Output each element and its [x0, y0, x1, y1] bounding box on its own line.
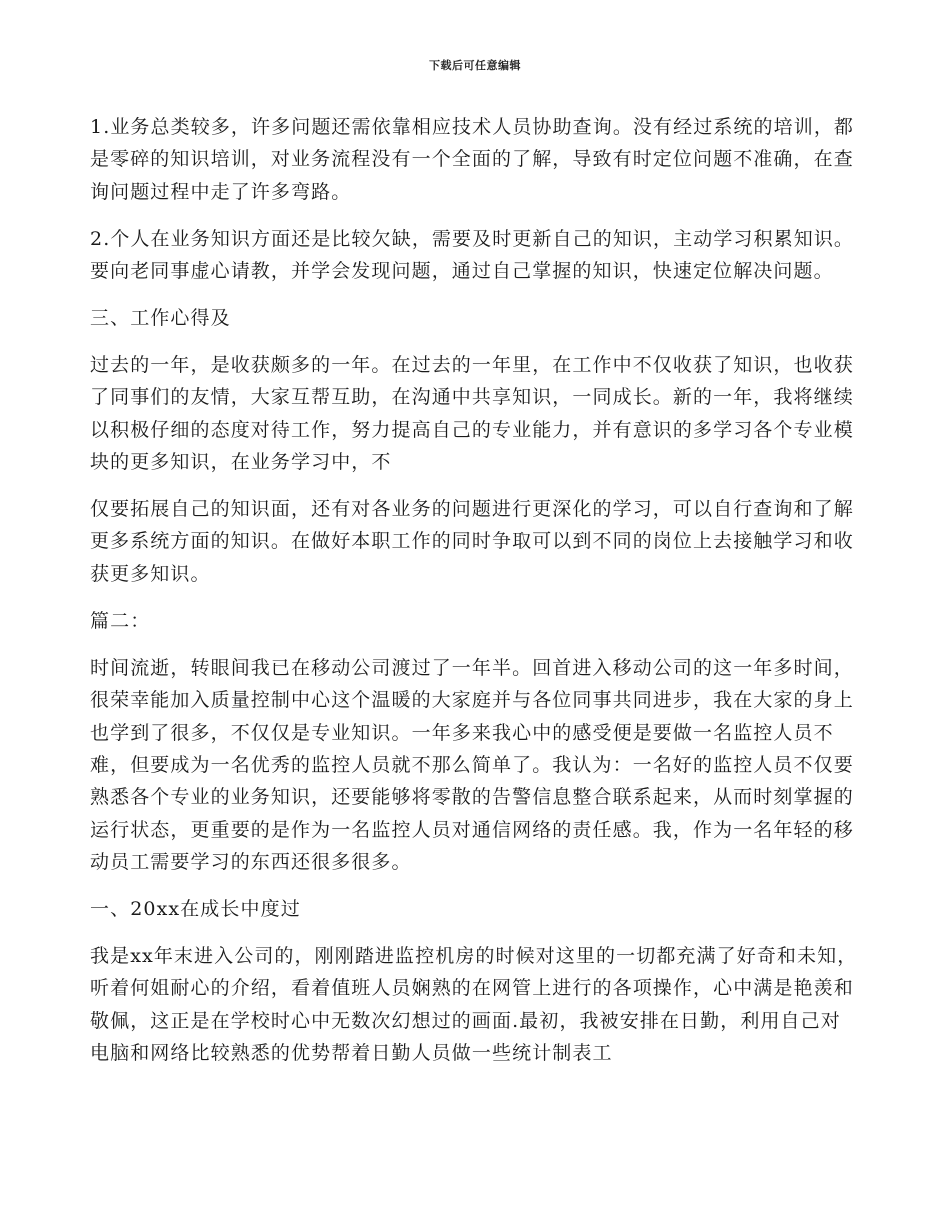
paragraph-2: 2.个人在业务知识方面还是比较欠缺，需要及时更新自己的知识，主动学习积累知识。要向老同事虚心请教，并学会发现问题，通过自己掌握的知识，快速定位解决问题。 [90, 227, 855, 283]
paragraph-3: 过去的一年，是收获颇多的一年。在过去的一年里，在工作中不仅收获了知识，也收获了同事们的友情，大家互帮互助，在沟通中共享知识，一同成长。新的一年，我将继续以积极仔细的态度对待工作，努力提高自己的专业能力，并有意识的多学习各个专业模块的更多知识，在业务学习中，不 [90, 353, 854, 474]
page-header-note: 下载后可任意编辑 [429, 59, 521, 72]
document-body [90, 111, 860, 1084]
section-heading-growth: 一、20xx在成长中度过 [90, 898, 301, 921]
section-heading-work-insights: 三、工作心得及 [90, 307, 231, 330]
section-heading-part-two: 篇二： [90, 609, 151, 632]
paragraph-6: 我是xx年末进入公司的，刚刚踏进监控机房的时候对这里的一切都充满了好奇和未知，听着何姐耐心的介绍，看着值班人员娴熟的在网管上进行的各项操作，心中满是艳羡和敬佩，这正是在学校时心中无数次幻想过的画面.最初，我被安排在日勤，利用自己对电脑和网络比较熟悉的优势帮着日勤人员做一些统计制表工 [90, 944, 858, 1065]
paragraph-5: 时间流逝，转眼间我已在移动公司渡过了一年半。回首进入移动公司的这一年多时间，很荣幸能加入质量控制中心这个温暖的大家庭并与各位同事共同进步，我在大家的身上也学到了很多，不仅仅是专业知识。一年多来我心中的感受便是要做一名监控人员不难，但要成为一名优秀的监控人员就不那么简单了。我认为：一名好的监控人员不仅要熟悉各个专业的业务知识，还要能够将零散的告警信息整合联系起来，从而时刻掌握的运行状态，更重要的是作为一名监控人员对通信网络的责任感。我，作为一名年轻的移动员工需要学习的东西还很多很多。 [90, 656, 854, 874]
paragraph-1: 1.业务总类较多，许多问题还需依靠相应技术人员协助查询。没有经过系统的培训，都是零碎的知识培训，对业务流程没有一个全面的了解，导致有时定位问题不准确，在查询问题过程中走了许多弯路。 [90, 116, 855, 203]
paragraph-4: 仅要拓展自己的知识面，还有对各业务的问题进行更深化的学习，可以自行查询和了解更多系统方面的知识。在做好本职工作的同时争取可以到不同的岗位上去接触学习和收获更多知识。 [90, 498, 854, 585]
